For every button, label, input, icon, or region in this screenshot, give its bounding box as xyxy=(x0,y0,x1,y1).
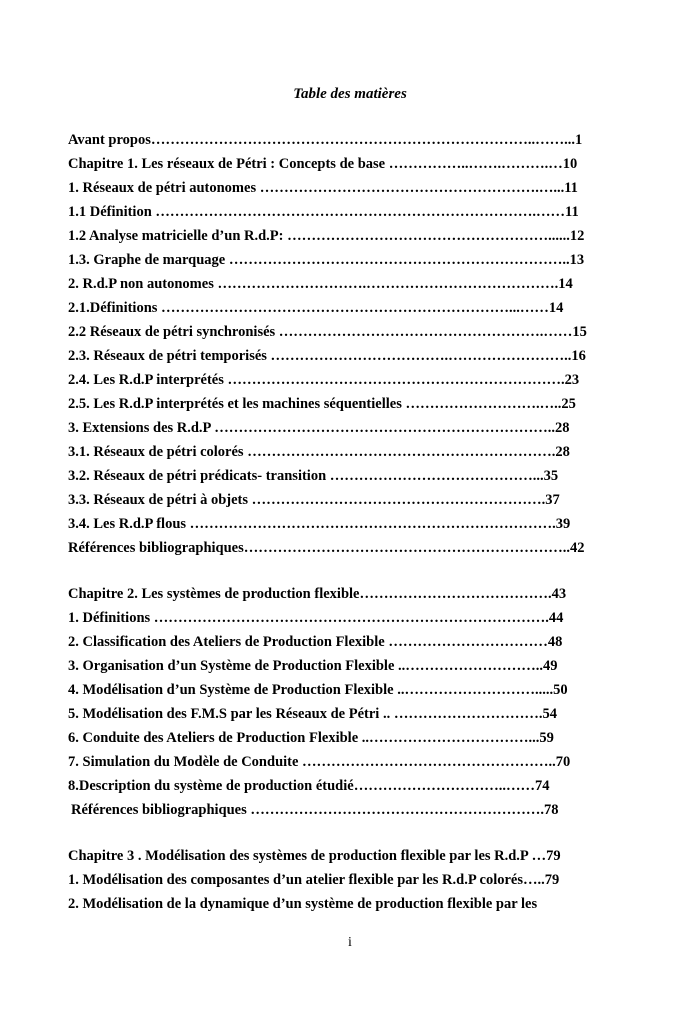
toc-line: 2. Modélisation de la dynamique d’un système de production flexible par les xyxy=(68,896,538,912)
toc-line: 3.3. Réseaux de pétri à objets …………………………………………………….37 xyxy=(68,492,560,508)
toc-line: 1. Modélisation des composantes d’un atelier flexible par les R.d.P colorés…..79 xyxy=(68,872,560,888)
toc-line: 2.1.Définitions ………………………………………………………………...……14 xyxy=(68,300,564,316)
toc-line: 3. Extensions des R.d.P ……………………………………………………………..28 xyxy=(68,420,570,436)
page-title: Table des matières xyxy=(293,86,407,102)
toc-line: 7. Simulation du Modèle de Conduite ……………………………………………..70 xyxy=(68,754,571,770)
toc-line: 8.Description du système de production étudié…………………………..……74 xyxy=(68,778,550,794)
toc-line: 3.4. Les R.d.P flous ………………………………………………………………….39 xyxy=(68,516,571,532)
toc-line: 1.2 Analyse matricielle d’un R.d.P: ………………………………………………......12 xyxy=(68,228,585,244)
toc-line: 2.2 Réseaux de pétri synchronisés ……………………………………………….……15 xyxy=(68,324,587,340)
toc-line: 2. Classification des Ateliers de Production Flexible ……………………………48 xyxy=(68,634,563,650)
toc-line: 1. Définitions ……………………………………………………………………….44 xyxy=(68,610,564,626)
toc-line: 3.1. Réseaux de pétri colorés ……………………………………………………….28 xyxy=(68,444,570,460)
toc-line: Chapitre 3 . Modélisation des systèmes de production flexible par les R.d.P …79 xyxy=(68,848,561,864)
toc-line: 3. Organisation d’un Système de Production Flexible ..………………………..49 xyxy=(68,658,558,674)
toc-line: 1. Réseaux de pétri autonomes ………………………………………………….…...11 xyxy=(68,180,578,196)
toc-line: 6. Conduite des Ateliers de Production Flexible ..……………………………...59 xyxy=(68,730,554,746)
toc-line: 2.3. Réseaux de pétri temporisés ……………………………….……………………..16 xyxy=(68,348,586,364)
toc-line: 5. Modélisation des F.M.S par les Réseaux de Pétri .. ………………………….54 xyxy=(68,706,557,722)
toc-line: 1.3. Graphe de marquage ……………………………………………………………..13 xyxy=(68,252,585,268)
toc-line: 2.4. Les R.d.P interprétés …………………………………………………………….23 xyxy=(68,372,580,388)
toc-line: Références bibliographiques…………………………………………………………..42 xyxy=(68,540,585,556)
toc-line: Chapitre 1. Les réseaux de Pétri : Concepts de base ……………..…….……….…10 xyxy=(68,156,578,172)
toc-line: 2.5. Les R.d.P interprétés et les machines séquentielles ……………………….…..25 xyxy=(68,396,576,412)
toc-line: Avant propos……………………………………………………………………..……...1 xyxy=(68,132,583,148)
toc-line: 1.1 Définition …………………………………………………………………….……11 xyxy=(68,204,579,220)
toc-line: 2. R.d.P non autonomes ………………………….………………………………….14 xyxy=(68,276,573,292)
toc-line: 3.2. Réseaux de pétri prédicats- transition ……………………………………...35 xyxy=(68,468,559,484)
toc-line: 4. Modélisation d’un Système de Production Flexible ..……………………….....50 xyxy=(68,682,568,698)
page-number: i xyxy=(348,935,352,950)
toc-line: Chapitre 2. Les systèmes de production flexible………………………………….43 xyxy=(68,586,567,602)
toc-line: Références bibliographiques …………………………………………………….78 xyxy=(71,802,559,818)
